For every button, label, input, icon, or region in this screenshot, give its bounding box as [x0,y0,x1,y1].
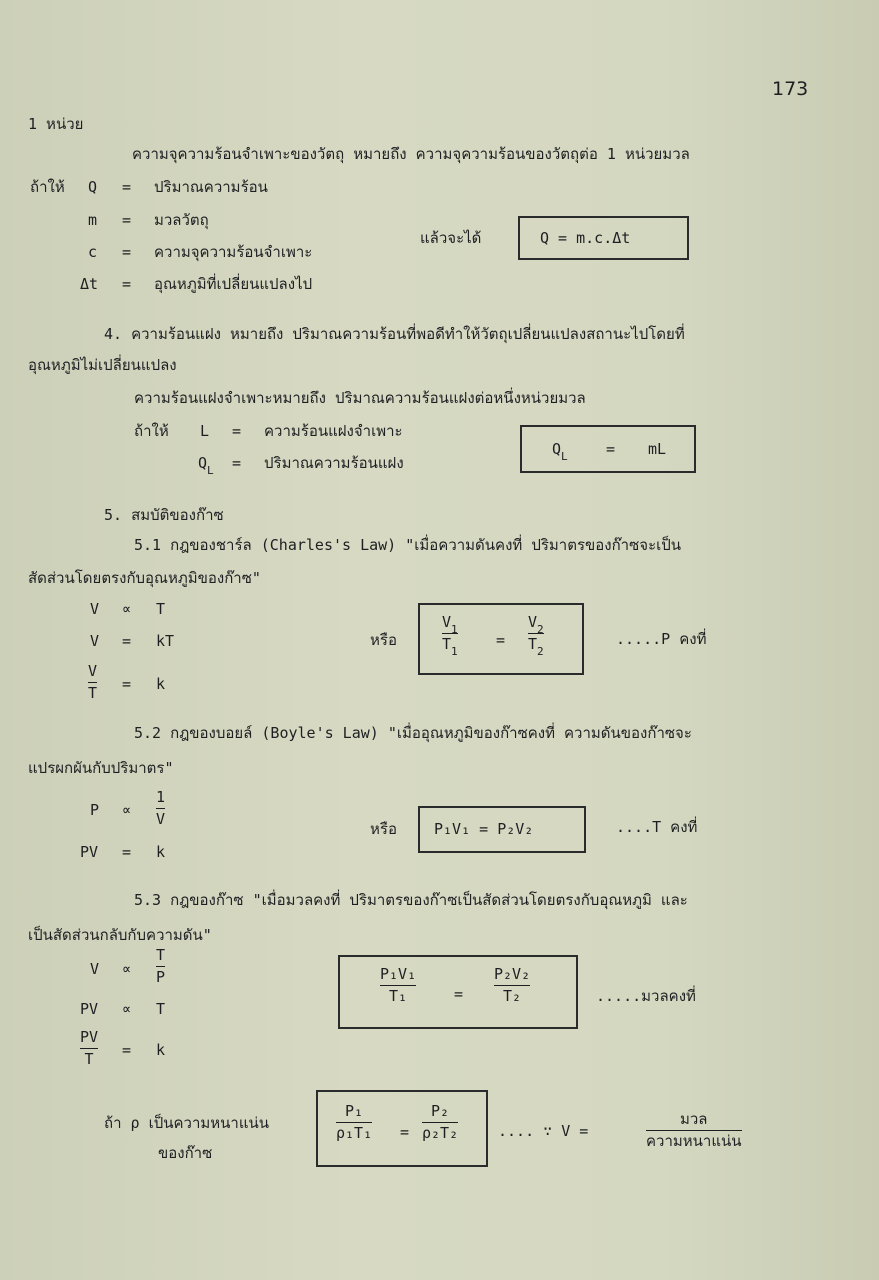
formula-latent-rhs: mL [648,440,667,458]
formula-heat: Q = m.c.Δt [540,229,631,247]
latent-heat-line-2: อุณหภูมิไม่เปลี่ยนแปลง [28,356,177,374]
gaslaw-r2-right: T [156,1000,166,1018]
gaslaw-fraction-2: P₂V₂ T₂ [494,965,531,1005]
var-q-description: ปริมาณความร้อน [154,178,268,196]
charles-r3-right: k [156,675,166,693]
density-if-rho: ถ้า ρ เป็นความหนาแน่น [104,1114,270,1132]
charles-condition: .....P คงที่ [616,630,707,648]
var-c-equals: = [122,243,132,261]
var-c-description: ความจุความร้อนจำเพาะ [154,243,313,261]
gaslaw-line-1: 5.3 กฎของก๊าซ "เมื่อมวลคงที่ ปริมาตรของก๊าซเป็นสัดส่วนโดยตรงกับอุณหภูมิ และ [134,891,688,909]
density-of-gas: ของก๊าซ [158,1144,213,1162]
density-volume-fraction: มวล ความหนาแน่น [646,1110,742,1150]
var-ql-description: ปริมาณความร้อนแฝง [264,454,404,472]
boyle-line-2: แปรผกผันกับปริมาตร" [28,759,174,777]
charles-fraction-1: $V_1$ $T_1$ [442,613,458,658]
boyle-condition: ....T คงที่ [616,818,698,836]
var-l-symbol: L [200,422,210,440]
var-m-description: มวลวัตถุ [154,211,209,229]
formula-latent-box [520,425,696,473]
boyle-r1-left: P [90,801,100,819]
var-l-equals: = [232,422,242,440]
gaslaw-r3-op: = [122,1041,132,1059]
boyle-r2-right: k [156,843,166,861]
boyle-r2-op: = [122,843,132,861]
density-fraction-1: P₁ ρ₁T₁ [336,1102,373,1142]
boyle-r1-fraction: 1 V [156,788,166,828]
boyle-or-label: หรือ [370,820,397,838]
formula-heat-box [518,216,689,260]
var-q-equals: = [122,178,132,196]
formula-latent-lhs: $Q_L$ [552,440,568,463]
gaslaw-line-2: เป็นสัดส่วนกลับกับความดัน" [28,926,212,944]
charles-r3-fraction: V T [88,662,98,702]
charles-r2-right: kT [156,632,175,650]
gaslaw-formula-box [338,955,578,1029]
charles-or-label: หรือ [370,631,397,649]
charles-r2-op: = [122,632,132,650]
density-formula-box [316,1090,488,1167]
var-q-symbol: Q [88,178,98,196]
density-because: .... ∵ V = [498,1122,589,1140]
specific-latent-definition: ความร้อนแฝงจำเพาะหมายถึง ปริมาณความร้อนแฝงต่อหนึ่งหน่วยมวล [134,389,586,407]
charles-r1-op: ∝ [122,600,132,618]
then-get-label: แล้วจะได้ [420,229,482,247]
var-dt-symbol: Δt [80,275,99,293]
gaslaw-r1-fraction: T P [156,946,166,986]
gas-heading: 5. สมบัติของก๊าซ [104,506,224,524]
boyle-formula-box [418,806,586,853]
charles-formula-equals: = [496,631,506,649]
gaslaw-formula-equals: = [454,985,464,1003]
density-formula-equals: = [400,1123,410,1141]
var-l-description: ความร้อนแฝงจำเพาะ [264,422,403,440]
var-dt-equals: = [122,275,132,293]
unit-text: 1 หน่วย [28,115,84,133]
gaslaw-r1-op: ∝ [122,960,132,978]
var-c-symbol: c [88,243,98,261]
charles-r2-left: V [90,632,100,650]
var-dt-description: อุณหภูมิที่เปลี่ยนแปลงไป [154,275,313,293]
charles-line-2: สัดส่วนโดยตรงกับอุณหภูมิของก๊าซ" [28,569,261,587]
charles-line-1: 5.1 กฎของชาร์ล (Charles's Law) "เมื่อความดันคงที่ ปริมาตรของก๊าซจะเป็น [134,536,682,554]
gaslaw-r2-op: ∝ [122,1000,132,1018]
boyle-line-1: 5.2 กฎของบอยล์ (Boyle's Law) "เมื่ออุณหภูมิของก๊าซคงที่ ความดันของก๊าซจะ [134,724,692,742]
var-m-symbol: m [88,211,98,229]
charles-fraction-2: $V_2$ $T_2$ [528,613,544,658]
latent-heat-line-1: 4. ความร้อนแฝง หมายถึง ปริมาณความร้อนที่พอดีทำให้วัตถุเปลี่ยนแปลงสถานะไปโดยที่ [104,325,685,343]
gaslaw-r2-left: PV [80,1000,99,1018]
density-fraction-2: P₂ ρ₂T₂ [422,1102,459,1142]
if-let-label: ถ้าให้ [30,178,65,196]
charles-formula-box [418,603,584,675]
gaslaw-condition: .....มวลคงที่ [596,987,696,1005]
formula-latent-equals: = [606,440,616,458]
boyle-formula: P₁V₁ = P₂V₂ [434,820,534,838]
gaslaw-r3-fraction: PV T [80,1028,99,1068]
charles-r1-left: V [90,600,100,618]
boyle-r1-op: ∝ [122,801,132,819]
var-ql-symbol: $Q_L$ [198,454,214,477]
gaslaw-r1-left: V [90,960,100,978]
page-number: 173 [772,78,809,100]
gaslaw-r3-right: k [156,1041,166,1059]
var-m-equals: = [122,211,132,229]
var-ql-equals: = [232,454,242,472]
boyle-r2-left: PV [80,843,99,861]
charles-r3-op: = [122,675,132,693]
charles-r1-right: T [156,600,166,618]
if-let-label-2: ถ้าให้ [134,422,169,440]
specific-heat-definition: ความจุความร้อนจำเพาะของวัตถุ หมายถึง ความจุความร้อนของวัตถุต่อ 1 หน่วยมวล [132,145,690,163]
gaslaw-fraction-1: P₁V₁ T₁ [380,965,417,1005]
